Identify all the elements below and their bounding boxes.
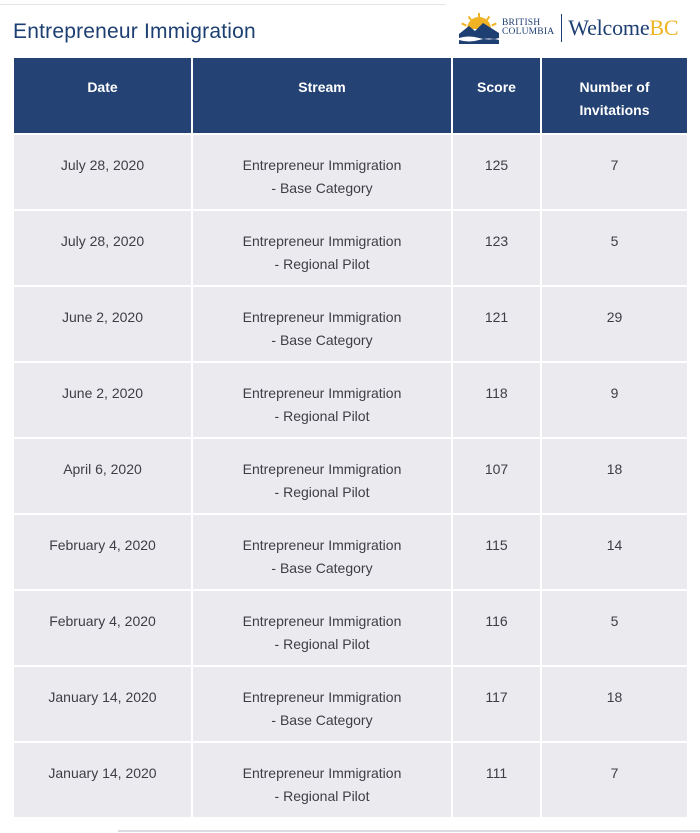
stream-line-1: Entrepreneur Immigration: [242, 385, 402, 401]
stream-value: [193, 287, 451, 352]
invitations-value: 29: [606, 309, 623, 325]
score-value: 107: [484, 461, 509, 477]
stream-line-1: Entrepreneur Immigration: [242, 613, 402, 629]
cell-stream: [192, 514, 452, 590]
cell-score: [452, 514, 541, 590]
invitations-value: 5: [610, 613, 619, 629]
table-header-row: [14, 58, 687, 134]
cell-score: [452, 362, 541, 438]
stream-value: [193, 363, 451, 428]
score-value: 123: [484, 233, 509, 249]
stream-line-2: - Base Category: [271, 180, 373, 196]
cell-stream: [192, 362, 452, 438]
table-row: [14, 210, 687, 286]
table-row: [14, 134, 687, 210]
cell-date: [14, 742, 192, 817]
cell-invitations: [541, 362, 687, 438]
cell-date: [14, 362, 192, 438]
header-invitations-label: [542, 58, 687, 122]
score-value: 125: [484, 157, 509, 173]
date-value: July 28, 2020: [60, 157, 145, 173]
footer-divider: [118, 830, 700, 832]
stream-line-1: Entrepreneur Immigration: [242, 309, 402, 325]
cell-date: [14, 666, 192, 742]
stream-line-2: - Regional Pilot: [274, 408, 370, 424]
welcomebc-logo[interactable]: [459, 12, 678, 44]
date-value: July 28, 2020: [60, 233, 145, 249]
score-value: 116: [485, 613, 508, 629]
column-header-score: [452, 58, 541, 134]
bc-text: BC: [649, 15, 679, 40]
header-invitations-line-1: Number of: [579, 79, 650, 95]
table-body: [14, 134, 687, 817]
cell-stream: [192, 666, 452, 742]
cell-invitations: [541, 514, 687, 590]
cell-score: [452, 590, 541, 666]
top-divider: [0, 4, 446, 5]
score-value: 111: [485, 765, 508, 781]
cell-date: [14, 134, 192, 210]
column-header-invitations: [541, 58, 687, 134]
page-title: Entrepreneur Immigration: [13, 20, 256, 43]
invitations-value: 18: [606, 461, 623, 477]
score-value: 117: [485, 689, 508, 705]
invitations-value: 7: [610, 765, 619, 781]
stream-line-2: - Base Category: [271, 560, 373, 576]
welcomebc-wordmark: [568, 15, 678, 41]
stream-line-2: - Base Category: [271, 712, 373, 728]
stream-line-2: - Regional Pilot: [274, 636, 370, 652]
column-header-stream: [192, 58, 452, 134]
cell-invitations: [541, 438, 687, 514]
cell-score: [452, 666, 541, 742]
stream-line-2: - Regional Pilot: [274, 256, 370, 272]
stream-value: [193, 439, 451, 504]
table-row: [14, 590, 687, 666]
stream-line-2: - Base Category: [271, 332, 373, 348]
stream-line-2: - Regional Pilot: [274, 788, 370, 804]
cell-invitations: [541, 134, 687, 210]
date-value: February 4, 2020: [49, 537, 156, 553]
cell-date: [14, 438, 192, 514]
stream-line-1: Entrepreneur Immigration: [242, 461, 402, 477]
stream-line-1: Entrepreneur Immigration: [242, 157, 402, 173]
cell-date: [14, 286, 192, 362]
invitations-value: 9: [610, 385, 619, 401]
stream-line-2: - Regional Pilot: [274, 484, 370, 500]
cell-score: [452, 438, 541, 514]
cell-score: [452, 134, 541, 210]
cell-stream: [192, 590, 452, 666]
stream-value: [193, 591, 451, 656]
header-score-label: Score: [477, 79, 516, 95]
cell-invitations: [541, 210, 687, 286]
date-value: January 14, 2020: [48, 689, 157, 705]
cell-stream: [192, 210, 452, 286]
table-row: [14, 438, 687, 514]
welcome-text: Welcome: [568, 15, 650, 40]
stream-line-1: Entrepreneur Immigration: [242, 765, 402, 781]
date-value: January 14, 2020: [48, 765, 157, 781]
header-date-label: Date: [87, 79, 118, 95]
stream-value: [193, 515, 451, 580]
score-value: 121: [484, 309, 509, 325]
date-value: June 2, 2020: [62, 385, 143, 401]
invitations-value: 14: [606, 537, 623, 553]
table-row: [14, 742, 687, 817]
province-line-2: COLUMBIA: [502, 27, 555, 37]
cell-score: [452, 742, 541, 817]
score-value: 115: [485, 537, 508, 553]
cell-stream: [192, 134, 452, 210]
stream-line-1: Entrepreneur Immigration: [242, 233, 402, 249]
stream-value: [193, 135, 451, 200]
cell-score: [452, 210, 541, 286]
date-value: April 6, 2020: [63, 461, 142, 477]
invitations-value: 18: [606, 689, 623, 705]
province-line-1: BRITISH: [502, 18, 541, 28]
table-row: [14, 514, 687, 590]
stream-line-1: Entrepreneur Immigration: [242, 537, 402, 553]
cell-stream: [192, 742, 452, 817]
score-value: 118: [485, 385, 508, 401]
table-row: [14, 362, 687, 438]
table-row: [14, 666, 687, 742]
invitations-value: 5: [610, 233, 619, 249]
column-header-date: [14, 58, 192, 134]
cell-stream: [192, 286, 452, 362]
cell-invitations: [541, 590, 687, 666]
date-value: February 4, 2020: [49, 613, 156, 629]
header-invitations-line-2: Invitations: [579, 102, 650, 118]
province-wordmark: [502, 19, 554, 37]
cell-invitations: [541, 742, 687, 817]
invitations-table: [14, 58, 687, 817]
invitations-value: 7: [610, 157, 619, 173]
bc-sun-mountain-icon: [459, 12, 499, 44]
table-row: [14, 286, 687, 362]
stream-value: [193, 211, 451, 276]
header-stream-label: Stream: [298, 79, 346, 95]
stream-value: [193, 743, 451, 808]
cell-score: [452, 286, 541, 362]
stream-line-1: Entrepreneur Immigration: [242, 689, 402, 705]
cell-date: [14, 590, 192, 666]
cell-date: [14, 210, 192, 286]
date-value: June 2, 2020: [62, 309, 143, 325]
logo-divider: [561, 14, 562, 42]
cell-date: [14, 514, 192, 590]
cell-stream: [192, 438, 452, 514]
cell-invitations: [541, 286, 687, 362]
cell-invitations: [541, 666, 687, 742]
stream-value: [193, 667, 451, 732]
